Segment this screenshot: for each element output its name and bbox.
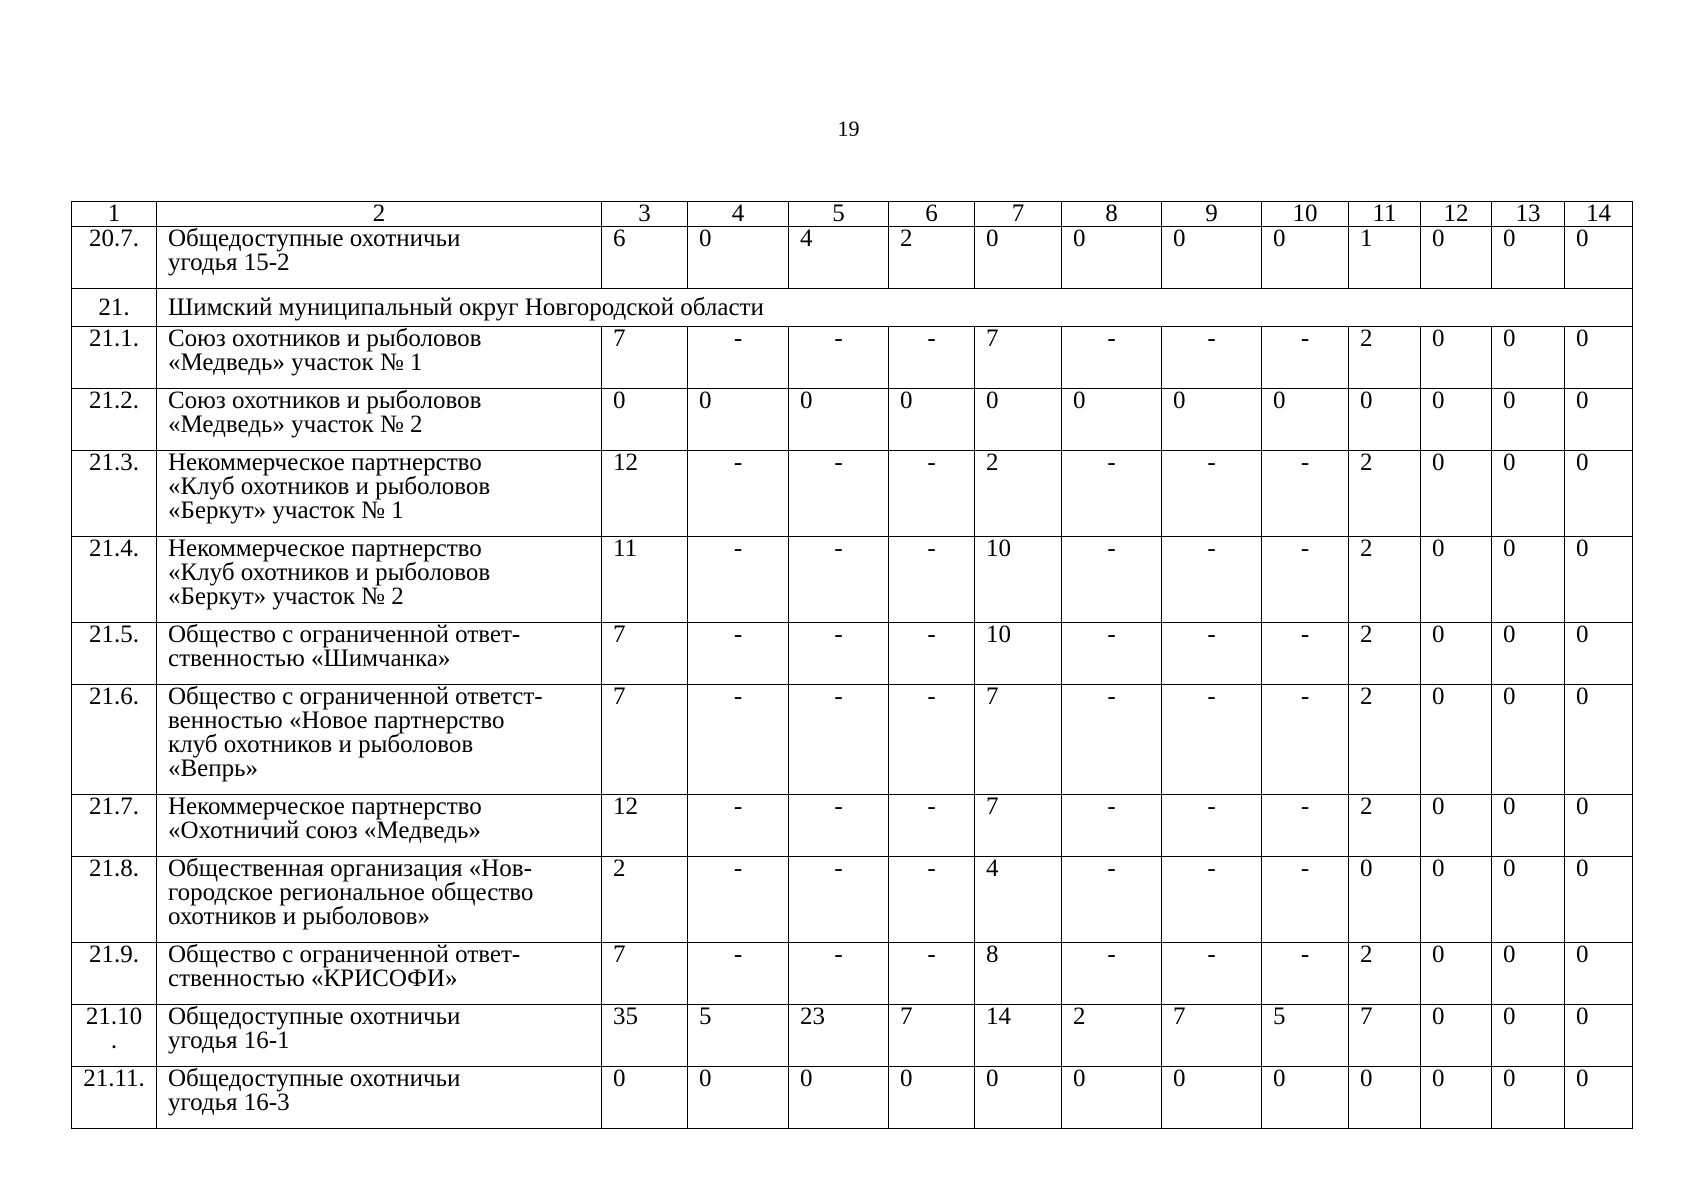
data-table	[71, 201, 1633, 1129]
value-cell-col-13: 0	[1492, 795, 1565, 857]
organization-name	[157, 537, 602, 623]
value-cell-col-6: 2	[889, 227, 975, 289]
row-number: 21.	[72, 289, 157, 327]
table-row	[72, 623, 1633, 685]
organization-name	[157, 1005, 602, 1067]
header-cell: 9	[1162, 202, 1262, 227]
table-row	[72, 389, 1633, 451]
name-line: «Вепрь»	[168, 755, 259, 782]
value-cell-col-5: 23	[789, 1005, 889, 1067]
header-cell: 7	[975, 202, 1062, 227]
value-cell-col-14: 0	[1565, 1005, 1633, 1067]
organization-name	[157, 451, 602, 537]
value-cell-col-12: 0	[1421, 857, 1492, 943]
value-cell-col-9: -	[1162, 623, 1262, 685]
value-cell-col-11: 2	[1349, 943, 1421, 1005]
value-cell-col-9: -	[1162, 537, 1262, 623]
value-cell-col-5: 0	[789, 1067, 889, 1129]
value-cell-col-11: 1	[1349, 227, 1421, 289]
value-cell-col-7: 14	[975, 1005, 1062, 1067]
value-cell-col-9: 0	[1162, 389, 1262, 451]
value-cell-col-12: 0	[1421, 1005, 1492, 1067]
organization-name	[157, 943, 602, 1005]
value-cell-col-4: -	[688, 943, 789, 1005]
value-cell-col-10: -	[1262, 327, 1349, 389]
value-cell-col-3: 2	[602, 857, 688, 943]
value-cell-col-8: -	[1062, 857, 1162, 943]
value-cell-col-9: -	[1162, 327, 1262, 389]
value-cell-col-4: -	[688, 857, 789, 943]
name-line: Общедоступные охотничьи	[168, 1004, 461, 1030]
name-line: венностью «Новое партнерство	[168, 707, 505, 734]
value-cell-col-9: 0	[1162, 227, 1262, 289]
header-cell: 3	[602, 202, 688, 227]
value-cell-col-3: 6	[602, 227, 688, 289]
value-cell-col-14: 0	[1565, 857, 1633, 943]
value-cell-col-13: 0	[1492, 537, 1565, 623]
value-cell-col-4: -	[688, 537, 789, 623]
header-cell: 1	[72, 202, 157, 227]
value-cell-col-13: 0	[1492, 451, 1565, 537]
table-row	[72, 451, 1633, 537]
header-cell: 10	[1262, 202, 1349, 227]
value-cell-col-7: 7	[975, 795, 1062, 857]
value-cell-col-8: -	[1062, 795, 1162, 857]
value-cell-col-9: 7	[1162, 1005, 1262, 1067]
organization-name	[157, 227, 602, 289]
value-cell-col-5: -	[789, 943, 889, 1005]
name-line: Общество с ограниченной ответ-	[168, 942, 521, 968]
name-line: ственностью «Шимчанка»	[168, 645, 451, 672]
name-line: «Охотничий союз «Медведь»	[168, 817, 481, 844]
value-cell-col-12: 0	[1421, 943, 1492, 1005]
value-cell-col-3: 7	[602, 685, 688, 795]
value-cell-col-7: 10	[975, 537, 1062, 623]
value-cell-col-14: 0	[1565, 1067, 1633, 1129]
value-cell-col-10: -	[1262, 943, 1349, 1005]
row-number: 21.6.	[72, 685, 157, 795]
value-cell-col-5: -	[789, 537, 889, 623]
value-cell-col-11: 0	[1349, 389, 1421, 451]
value-cell-col-8: 0	[1062, 227, 1162, 289]
table-row	[72, 795, 1633, 857]
value-cell-col-14: 0	[1565, 451, 1633, 537]
value-cell-col-5: -	[789, 685, 889, 795]
value-cell-col-13: 0	[1492, 1005, 1565, 1067]
value-cell-col-13: 0	[1492, 685, 1565, 795]
value-cell-col-12: 0	[1421, 685, 1492, 795]
row-number: 21.9.	[72, 943, 157, 1005]
value-cell-col-3: 11	[602, 537, 688, 623]
value-cell-col-10: 0	[1262, 1067, 1349, 1129]
page-number: 19	[837, 116, 860, 141]
value-cell-col-5: -	[789, 857, 889, 943]
value-cell-col-9: -	[1162, 857, 1262, 943]
value-cell-col-8: 2	[1062, 1005, 1162, 1067]
row-number: 20.7.	[72, 227, 157, 289]
value-cell-col-8: 0	[1062, 1067, 1162, 1129]
row-number: 21.2.	[72, 389, 157, 451]
name-line: Общество с ограниченной ответ-	[168, 622, 521, 648]
header-cell: 6	[889, 202, 975, 227]
value-cell-col-9: 0	[1162, 1067, 1262, 1129]
value-cell-col-11: 2	[1349, 327, 1421, 389]
header-cell: 5	[789, 202, 889, 227]
organization-name	[157, 623, 602, 685]
table-row	[72, 227, 1633, 289]
row-number: 21.5.	[72, 623, 157, 685]
row-number: 21.1.	[72, 327, 157, 389]
header-row	[72, 202, 1633, 227]
name-line: Общество с ограниченной ответст-	[168, 684, 543, 710]
value-cell-col-10: -	[1262, 795, 1349, 857]
value-cell-col-12: 0	[1421, 623, 1492, 685]
organization-name	[157, 389, 602, 451]
value-cell-col-13: 0	[1492, 389, 1565, 451]
value-cell-col-10: -	[1262, 451, 1349, 537]
value-cell-col-11: 2	[1349, 795, 1421, 857]
value-cell-col-11: 7	[1349, 1005, 1421, 1067]
value-cell-col-4: 5	[688, 1005, 789, 1067]
header-cell: 8	[1062, 202, 1162, 227]
value-cell-col-10: 5	[1262, 1005, 1349, 1067]
row-number: 21.7.	[72, 795, 157, 857]
name-line: Общедоступные охотничьи	[168, 1066, 461, 1092]
value-cell-col-12: 0	[1421, 389, 1492, 451]
table-row	[72, 327, 1633, 389]
value-cell-col-12: 0	[1421, 537, 1492, 623]
value-cell-col-13: 0	[1492, 623, 1565, 685]
name-line: «Беркут» участок № 1	[168, 497, 404, 524]
value-cell-col-6: -	[889, 451, 975, 537]
header-cell: 11	[1349, 202, 1421, 227]
table-row	[72, 537, 1633, 623]
value-cell-col-6: 0	[889, 1067, 975, 1129]
row-number: 21.10.	[72, 1005, 157, 1067]
value-cell-col-4: 0	[688, 1067, 789, 1129]
value-cell-col-7: 0	[975, 227, 1062, 289]
name-line: угодья 16-1	[168, 1027, 290, 1054]
organization-name	[157, 327, 602, 389]
value-cell-col-4: -	[688, 451, 789, 537]
value-cell-col-6: -	[889, 327, 975, 389]
value-cell-col-6: 7	[889, 1005, 975, 1067]
row-number: 21.8.	[72, 857, 157, 943]
value-cell-col-11: 2	[1349, 451, 1421, 537]
value-cell-col-6: -	[889, 795, 975, 857]
value-cell-col-12: 0	[1421, 327, 1492, 389]
value-cell-col-6: -	[889, 857, 975, 943]
value-cell-col-4: -	[688, 795, 789, 857]
value-cell-col-5: -	[789, 623, 889, 685]
value-cell-col-4: -	[688, 327, 789, 389]
section-row	[72, 289, 1633, 327]
value-cell-col-11: 0	[1349, 857, 1421, 943]
value-cell-col-4: -	[688, 623, 789, 685]
organization-name	[157, 1067, 602, 1129]
organization-name	[157, 857, 602, 943]
value-cell-col-11: 2	[1349, 537, 1421, 623]
value-cell-col-9: -	[1162, 943, 1262, 1005]
value-cell-col-5: 4	[789, 227, 889, 289]
header-cell: 2	[157, 202, 602, 227]
value-cell-col-3: 35	[602, 1005, 688, 1067]
value-cell-col-12: 0	[1421, 227, 1492, 289]
value-cell-col-9: -	[1162, 685, 1262, 795]
name-line: «Клуб охотников и рыболовов	[168, 473, 491, 500]
value-cell-col-13: 0	[1492, 1067, 1565, 1129]
value-cell-col-14: 0	[1565, 227, 1633, 289]
value-cell-col-5: -	[789, 795, 889, 857]
value-cell-col-14: 0	[1565, 943, 1633, 1005]
section-title: Шимский муниципальный округ Новгородской области	[157, 289, 1633, 327]
value-cell-col-3: 7	[602, 623, 688, 685]
value-cell-col-8: -	[1062, 327, 1162, 389]
value-cell-col-14: 0	[1565, 623, 1633, 685]
value-cell-col-13: 0	[1492, 943, 1565, 1005]
name-line: охотников и рыболовов»	[168, 903, 430, 930]
name-line: ственностью «КРИСОФИ»	[168, 965, 458, 992]
name-line: клуб охотников и рыболовов	[168, 731, 474, 758]
value-cell-col-5: -	[789, 451, 889, 537]
value-cell-col-8: -	[1062, 537, 1162, 623]
table-row	[72, 685, 1633, 795]
value-cell-col-12: 0	[1421, 795, 1492, 857]
value-cell-col-14: 0	[1565, 685, 1633, 795]
value-cell-col-7: 8	[975, 943, 1062, 1005]
name-line: городское региональное общество	[168, 879, 534, 906]
name-line: «Медведь» участок № 2	[168, 411, 423, 438]
name-line: Общественная организация «Нов-	[168, 856, 532, 882]
value-cell-col-13: 0	[1492, 327, 1565, 389]
value-cell-col-6: -	[889, 943, 975, 1005]
value-cell-col-8: -	[1062, 451, 1162, 537]
value-cell-col-3: 7	[602, 327, 688, 389]
value-cell-col-9: -	[1162, 451, 1262, 537]
value-cell-col-14: 0	[1565, 795, 1633, 857]
name-line: «Клуб охотников и рыболовов	[168, 559, 491, 586]
name-line: «Медведь» участок № 1	[168, 349, 423, 376]
value-cell-col-13: 0	[1492, 857, 1565, 943]
value-cell-col-8: -	[1062, 943, 1162, 1005]
row-number: 21.4.	[72, 537, 157, 623]
organization-name	[157, 795, 602, 857]
value-cell-col-11: 2	[1349, 685, 1421, 795]
name-line: «Беркут» участок № 2	[168, 583, 404, 610]
row-number: 21.3.	[72, 451, 157, 537]
value-cell-col-3: 0	[602, 389, 688, 451]
name-line: Некоммерческое партнерство	[168, 450, 482, 476]
value-cell-col-4: 0	[688, 227, 789, 289]
value-cell-col-7: 0	[975, 1067, 1062, 1129]
name-line: Союз охотников и рыболовов	[168, 388, 482, 414]
value-cell-col-12: 0	[1421, 1067, 1492, 1129]
table-row	[72, 857, 1633, 943]
organization-name	[157, 685, 602, 795]
row-number: 21.11.	[72, 1067, 157, 1129]
name-line: угодья 15-2	[168, 249, 290, 276]
value-cell-col-4: -	[688, 685, 789, 795]
name-line: Некоммерческое партнерство	[168, 536, 482, 562]
header-cell: 4	[688, 202, 789, 227]
name-line: Союз охотников и рыболовов	[168, 326, 482, 352]
value-cell-col-10: 0	[1262, 389, 1349, 451]
value-cell-col-3: 0	[602, 1067, 688, 1129]
value-cell-col-7: 2	[975, 451, 1062, 537]
value-cell-col-13: 0	[1492, 227, 1565, 289]
value-cell-col-14: 0	[1565, 389, 1633, 451]
table-row	[72, 1005, 1633, 1067]
value-cell-col-3: 12	[602, 451, 688, 537]
value-cell-col-7: 4	[975, 857, 1062, 943]
value-cell-col-14: 0	[1565, 537, 1633, 623]
value-cell-col-5: 0	[789, 389, 889, 451]
value-cell-col-10: -	[1262, 623, 1349, 685]
table-row	[72, 943, 1633, 1005]
value-cell-col-10: -	[1262, 685, 1349, 795]
header-cell: 13	[1492, 202, 1565, 227]
value-cell-col-3: 7	[602, 943, 688, 1005]
value-cell-col-10: -	[1262, 537, 1349, 623]
table-row	[72, 1067, 1633, 1129]
value-cell-col-8: -	[1062, 623, 1162, 685]
value-cell-col-11: 0	[1349, 1067, 1421, 1129]
value-cell-col-6: -	[889, 623, 975, 685]
value-cell-col-10: 0	[1262, 227, 1349, 289]
value-cell-col-4: 0	[688, 389, 789, 451]
name-line: Общедоступные охотничьи	[168, 226, 461, 252]
value-cell-col-9: -	[1162, 795, 1262, 857]
name-line: Некоммерческое партнерство	[168, 794, 482, 820]
value-cell-col-6: 0	[889, 389, 975, 451]
value-cell-col-7: 0	[975, 389, 1062, 451]
value-cell-col-12: 0	[1421, 451, 1492, 537]
name-line: угодья 16-3	[168, 1089, 290, 1116]
value-cell-col-3: 12	[602, 795, 688, 857]
value-cell-col-8: -	[1062, 685, 1162, 795]
value-cell-col-10: -	[1262, 857, 1349, 943]
value-cell-col-7: 10	[975, 623, 1062, 685]
header-cell: 12	[1421, 202, 1492, 227]
header-cell: 14	[1565, 202, 1633, 227]
value-cell-col-6: -	[889, 537, 975, 623]
value-cell-col-11: 2	[1349, 623, 1421, 685]
value-cell-col-6: -	[889, 685, 975, 795]
value-cell-col-8: 0	[1062, 389, 1162, 451]
value-cell-col-14: 0	[1565, 327, 1633, 389]
value-cell-col-5: -	[789, 327, 889, 389]
value-cell-col-7: 7	[975, 685, 1062, 795]
value-cell-col-7: 7	[975, 327, 1062, 389]
